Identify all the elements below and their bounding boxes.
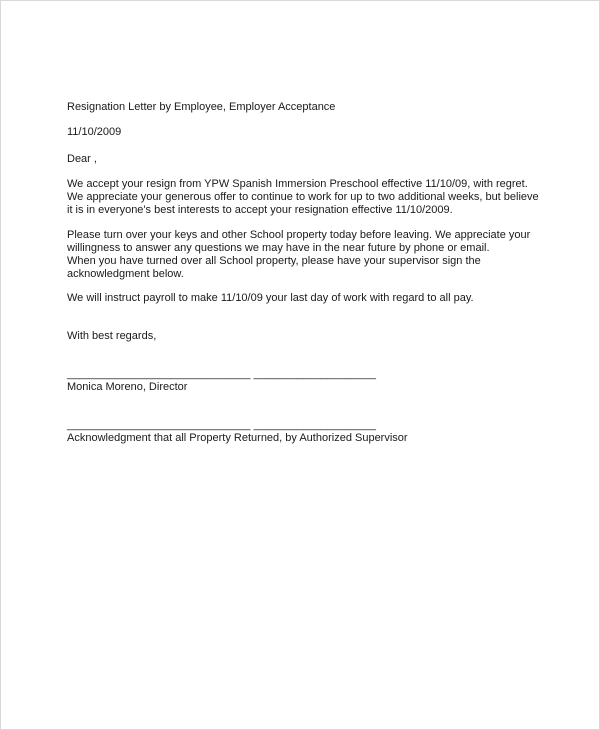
paragraph-property bbox=[67, 229, 557, 281]
paragraph-line: acknowledgment below. bbox=[67, 268, 184, 280]
paragraph-line: When you have turned over all School property, please have your supervisor sign the bbox=[67, 255, 481, 267]
paragraph-acceptance bbox=[67, 178, 557, 217]
signature-caption-supervisor: Acknowledgment that all Property Returned, by Authorized Supervisor bbox=[67, 432, 408, 444]
signature-name-director: Monica Moreno, Director bbox=[67, 381, 188, 393]
paragraph-line: We appreciate your generous offer to continue to work for up to two additional weeks, but believe bbox=[67, 191, 539, 203]
paragraph-line: We accept your resign from YPW Spanish Immersion Preschool effective 11/10/09, with regret. bbox=[67, 178, 528, 190]
letter-salutation: Dear , bbox=[67, 153, 97, 165]
paragraph-line: Please turn over your keys and other School property today before leaving. We appreciate your bbox=[67, 229, 531, 241]
paragraph-payroll: We will instruct payroll to make 11/10/09 your last day of work with regard to all pay. bbox=[67, 292, 474, 304]
letter-date: 11/10/2009 bbox=[67, 126, 122, 138]
paragraph-line: it is in everyone's best interests to accept your resignation effective 11/10/2009. bbox=[67, 204, 453, 216]
signature-line-director: ______________________________ ____________________ bbox=[67, 368, 376, 380]
letter-closing: With best regards, bbox=[67, 330, 157, 342]
letter-title: Resignation Letter by Employee, Employer Acceptance bbox=[67, 101, 336, 113]
paragraph-line: willingness to answer any questions we may have in the near future by phone or email. bbox=[67, 242, 490, 254]
signature-line-supervisor: ______________________________ ____________________ bbox=[67, 419, 376, 431]
